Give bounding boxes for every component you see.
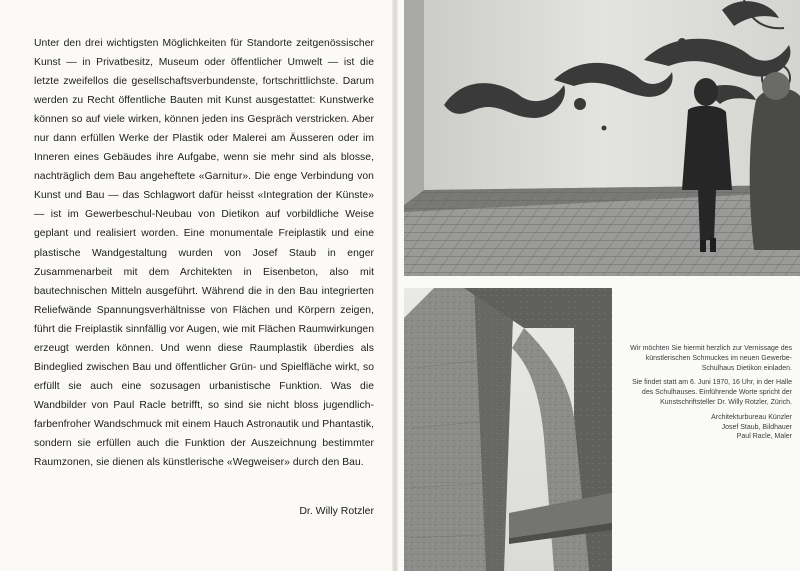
signatory-painter: Paul Racle, Maler (736, 433, 792, 441)
article-text (34, 34, 374, 472)
signatory-architect: Architekturbureau Künzler (711, 413, 792, 421)
wall-painting-photo (404, 0, 800, 276)
invitation-paragraph-2: Sie findet statt am 6. Juni 1970, 16 Uhr, in der Halle des Schulhauses. Einführende Worte spricht der Kunstschriftsteller Dr. Willy Rotzler, Zürich. (632, 379, 792, 406)
invitation-paragraph-1: Wir möchten Sie hiermit herzlich zur Vernissage des künstlerischen Schmuckes im neuen Gewerbe-Schulhaus Dietikon einladen. (630, 345, 792, 372)
signatory-sculptor: Josef Staub, Bildhauer (721, 423, 792, 431)
article-paragraph: Unter den drei wichtigsten Möglichkeiten für Standorte zeitgenössischer Kunst — in Privatbesitz, Museum oder öffentlicher Umwelt — ist die letzte zweifellos die gesellschaftsverbundenste, fortschrittlichste. Darum werden zu Recht öffentliche Bauten mit Kunst ausgestattet: Kunstwerke können so auf viele wirken, können jeden ins Gespräch verstricken. Aber nur dann erfüllen Werke der Plastik oder Malerei am Äusseren oder im Inneren eines Gebäudes ihre Aufgabe, wenn sie mehr sind als blosse, nachträglich dem Bau angeheftete «Garnitur». Die enge Verbindung von Kunst und Bau — das Schlagwort dafür heisst «Integration der Künste» — ist im Gewerbeschul-Neubau von Dietikon auf vorbildliche Weise geplant und realisiert worden. Eine monumentale Freiplastik und eine plastische Wandgestaltung wurden von Josef Staub in enger Zusammenarbeit mit dem Architekten in Eisenbeton, also mit bautechnischen Mitteln ausgeführt. Während die in den Bau integrierten Reliefwände Spannungsverhältnisse von Flächen und Körpern zeigen, führt die Freiplastik sinnfällig vor Augen, wie mit Flächen Raumwirkungen erzeugt werden können. Und wenn diese Raumplastik überdies als Bindeglied zwischen Bau und öffentlicher Grün- und Spielfläche wirkt, so erfüllt sie auch eine sozusagen urbanistische Funktion. Was die Wandbilder von Paul Racle betrifft, so sind sie nicht bloss jugendlich-farbenfroher Wandschmuck mit einem Hauch Astronautik und Phantastik, sondern sie erfüllen auch die Funktion der Auszeichnung bestimmter Raumzonen, sie dienen als künstlerische «Wegweiser» durch den Bau. (34, 38, 374, 469)
article-author: Dr. Willy Rotzler (299, 505, 374, 517)
invitation-text (620, 344, 792, 442)
concrete-sculpture-photo (404, 288, 612, 571)
page-gutter (392, 0, 398, 571)
